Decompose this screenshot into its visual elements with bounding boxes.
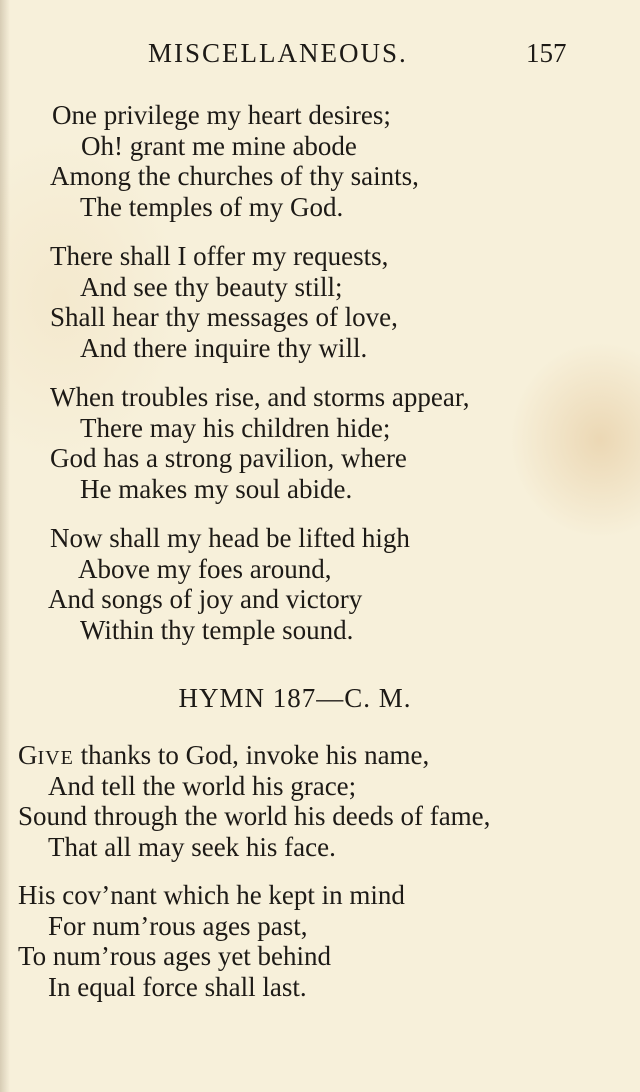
verse-line: In equal force shall last. [48,971,307,1002]
hymn-stanza-2 [0,880,405,1002]
stanza-4 [0,523,410,645]
verse-line: Among the churches of thy saints, [50,161,419,191]
page-number: 157 [526,38,567,68]
verse-line: Now shall my head be lifted high [50,523,410,553]
verse-line: And see thy beauty still; [80,271,343,302]
verse-line: And songs of joy and victory [48,584,363,614]
verse-line: One privilege my heart desires; [52,100,391,130]
verse-line: Sound through the world his deeds of fame, [18,801,491,831]
verse-line: When troubles rise, and storms appear, [50,382,470,412]
verse-line: And tell the world his grace; [48,770,357,801]
first-word-smallcaps: IVE [37,747,74,769]
stanza-2 [0,241,398,363]
stanza-1 [0,100,419,222]
verse-line: That all may seek his face. [48,831,336,862]
verse-line: Within thy temple sound. [80,614,354,645]
verse-line: There may his children hide; [80,412,391,443]
hymn-heading: HYMN 187—C. M. [178,683,412,713]
verse-line: To num’rous ages yet behind [18,941,332,971]
stanza-3 [0,382,470,504]
verse-line: There shall I offer my requests, [50,241,389,271]
verse-line: Above my foes around, [78,553,332,584]
verse-line: The temples of my God. [80,191,344,222]
drop-initial: G [18,740,38,770]
verse-line [0,740,490,771]
verse-line-rest: thanks to God, invoke his name, [73,740,430,770]
hymn-stanza-1 [0,740,490,862]
running-title: MISCELLANEOUS. [148,38,408,68]
page-header [0,38,640,78]
verse-line: Oh! grant me mine abode [81,130,357,161]
verse-line: His cov’nant which he kept in mind [18,880,405,910]
verse-line: And there inquire thy will. [80,332,368,363]
verse-line: God has a strong pavilion, where [50,443,407,473]
verse-line: For num’rous ages past, [48,910,308,941]
verse-line: He makes my soul abide. [80,473,353,504]
verse-line: Shall hear thy messages of love, [50,302,398,332]
